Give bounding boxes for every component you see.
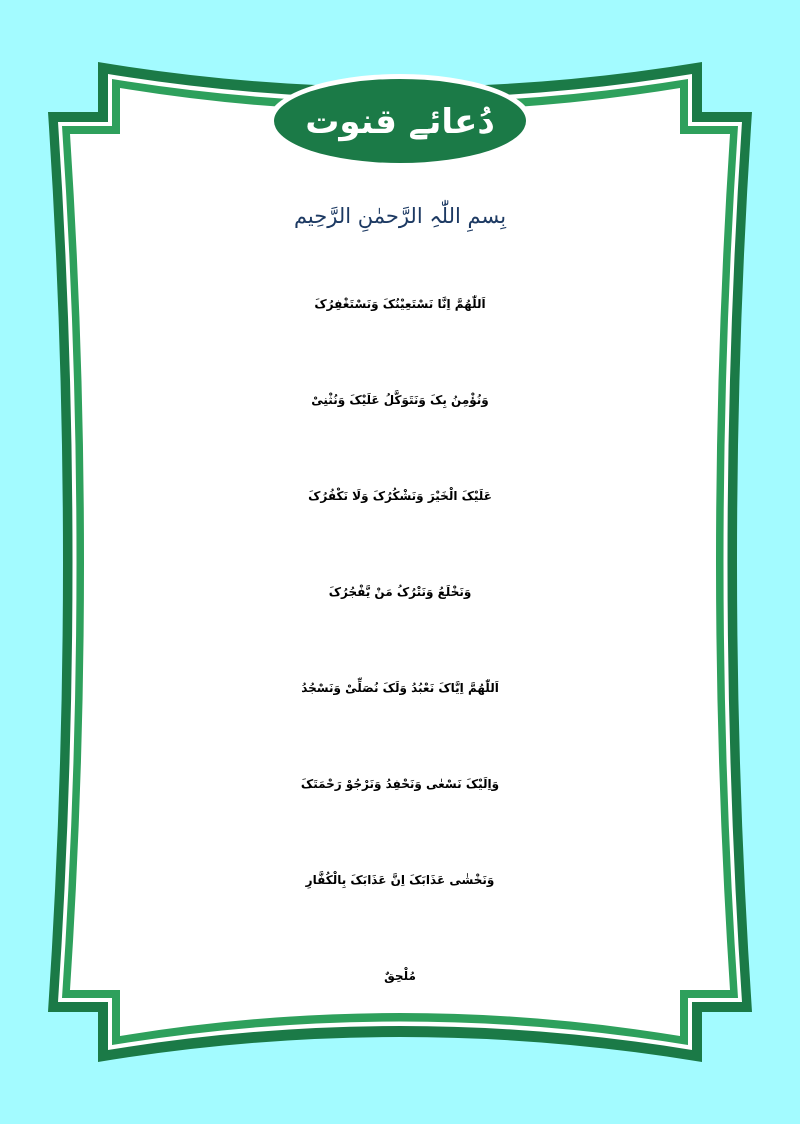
dua-line: اَللّٰھُمَّ اِیَّاکَ نَعْبُدُ وَلَکَ نُصَلِّیْ وَنَسْجُدُ [301, 681, 499, 695]
page-title: دُعائے قنوت [305, 101, 495, 142]
dua-line: وَنُؤْمِنُ بِکَ وَنَتَوَکَّلُ عَلَیْکَ وَنُثْنِیْ [311, 393, 489, 407]
dua-line: وَنَخْشٰی عَذَابَکَ اِنَّ عَذَابَکَ بِالْکُفَّارِ [305, 873, 495, 887]
title-badge [272, 78, 528, 164]
dua-line: وَنَخْلَعُ وَنَتْرُکُ مَنْ یَّفْجُرُکَ [328, 585, 472, 599]
dua-line: اَللّٰھُمَّ اِنَّا نَسْتَعِیْنُکَ وَنَسْتَغْفِرُکَ [314, 297, 486, 311]
dua-text [88, 256, 712, 1024]
dua-line: عَلَیْکَ الْخَیْرَ وَنَشْکُرُکَ وَلَا نَکْفُرُکَ [308, 489, 492, 503]
dua-line: وَاِلَیْکَ نَسْعٰی وَنَحْفِدُ وَنَرْجُوْ رَحْمَتَکَ [300, 777, 500, 791]
bismillah-calligraphy: بِسمِ اللّٰہِ الرَّحمٰنِ الرَّحِیم [293, 204, 507, 228]
dua-line: مُلْحِقٌ [384, 969, 416, 983]
